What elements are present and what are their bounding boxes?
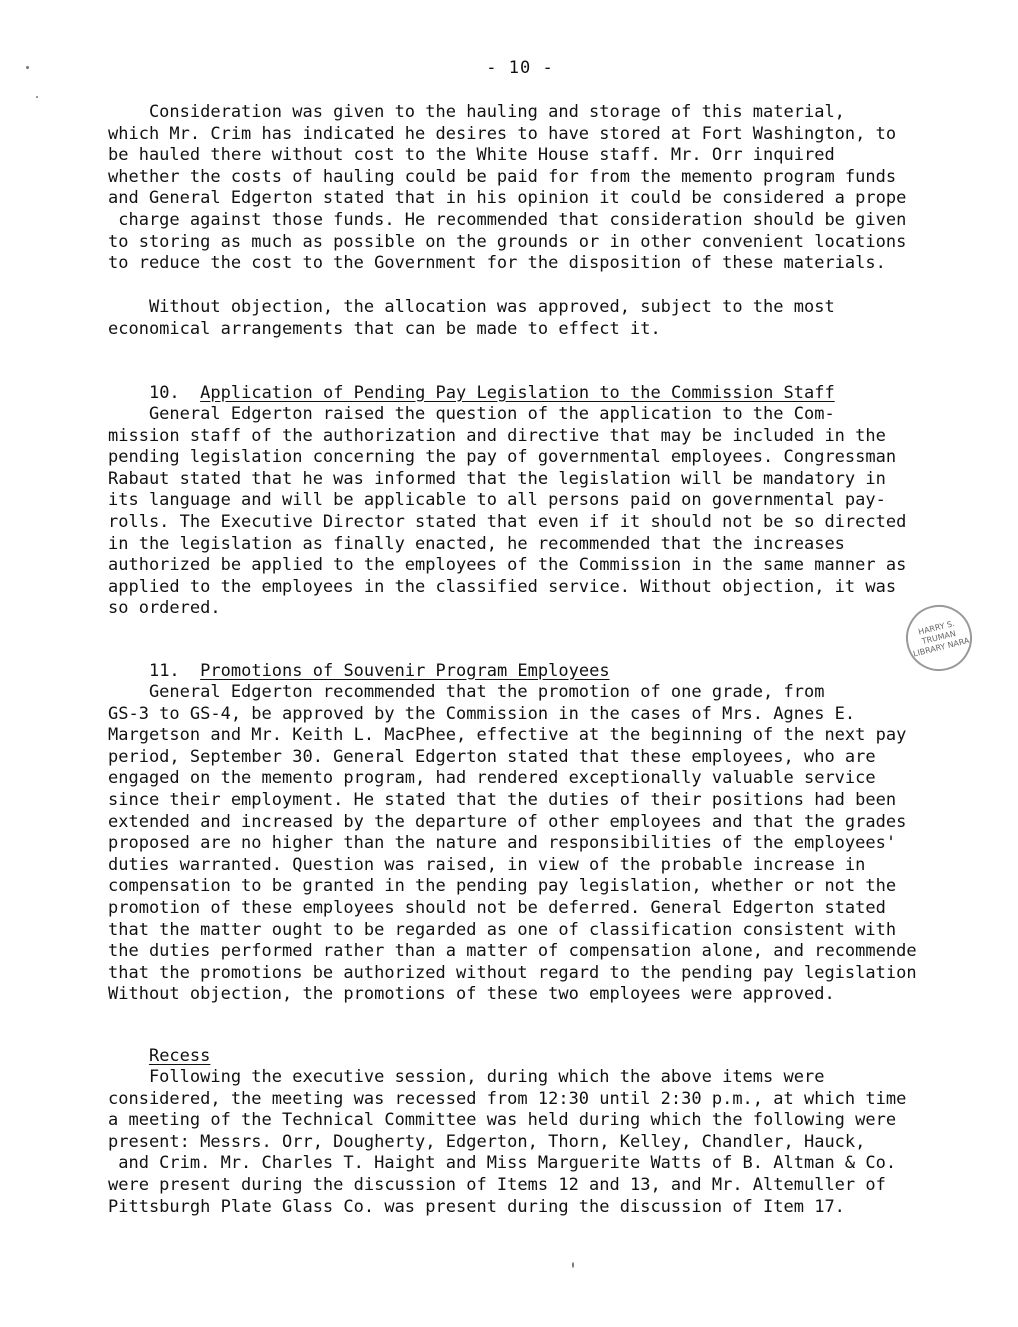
paragraph-allocation-approved: Without objection, the allocation was approved, subject to the most economical arrangements that can be made to effect it.: [108, 297, 835, 339]
page-number: - 10 -: [486, 58, 554, 78]
stamp-text: HARRY S. TRUMAN LIBRARY NARA: [912, 618, 971, 659]
scan-speck: [26, 66, 29, 69]
scan-speck: [572, 1262, 574, 1268]
scan-speck: [36, 96, 38, 98]
paragraph-promotions: General Edgerton recommended that the promotion of one grade, from GS-3 to GS-4, be approved by the Commission in the cases of Mrs. Agnes E. Margetson and Mr. Keith L. MacPhee, effective at the beginning of the next pay period, September 30. General Edgerton stated that these employees, who are engaged on the memento program, had rendered exceptionally valuable service since their employment. He stated that the duties of their positions had been extended and increased by the departure of other employees and that the grades proposed are no higher than the nature and responsibilities of the employees' duties warranted. Question was raised, in view of the probable increase in compensation to be granted in the pending pay legislation, whether or not the promotion of these employees should not be deferred. General Edgerton stated that the matter ought to be regarded as one of classification consistent with the duties performed rather than a matter of compensation alone, and recommende that the promotions be authorized without regard to the pending pay legislation Without objection, the promotions of these two employees were approved.: [108, 682, 917, 1005]
heading-number: 11.: [148, 660, 180, 681]
paragraph-hauling-storage: Consideration was given to the hauling and storage of this material, which Mr. Crim has indicated he desires to have stored at Fort Washington, to be hauled there without cost to the White House staff. Mr. Orr inquired whether the costs of hauling could be paid for from the memento program funds and General Edgerton stated that in his opinion it could be considered a prope charge against those funds. He recommended that consideration should be given to storing as much as possible on the grounds or in other convenient locations to reduce the cost to the Government for the disposition of these materials.: [108, 102, 907, 274]
heading-title: Recess: [148, 1045, 211, 1066]
paragraph-pay-legislation: General Edgerton raised the question of the application to the Com- mission staff of the authorization and directive that may be included in the pending legislation concerning the pay of governmental employees. Congressman Rabaut stated that he was informed that the legislation will be mandatory in its language and will be applicable to all persons paid on governmental pay- rolls. The Executive Director stated that even if it should not be so directed in the legislation as finally enacted, he recommended that the increases authorized be applied to the employees of the Commission in the same manner as applied to the employees in the classified service. Without objection, it was so ordered.: [108, 404, 907, 619]
heading-number: 10.: [148, 382, 180, 403]
heading-title: Application of Pending Pay Legislation to the Commission Staff: [200, 382, 835, 403]
heading-title: Promotions of Souvenir Program Employees: [200, 660, 610, 681]
paragraph-recess: Following the executive session, during which the above items were considered, the meeting was recessed from 12:30 until 2:30 p.m., at which time a meeting of the Technical Committee was held during which the following were present: Messrs. Orr, Dougherty, Edgerton, Thorn, Kelley, Chandler, Hauck, and Crim. Mr. Charles T. Haight and Miss Marguerite Watts of B. Altman & Co. were present during the discussion of Items 12 and 13, and Mr. Altemuller of Pittsburgh Plate Glass Co. was present during the discussion of Item 17.: [108, 1067, 907, 1217]
